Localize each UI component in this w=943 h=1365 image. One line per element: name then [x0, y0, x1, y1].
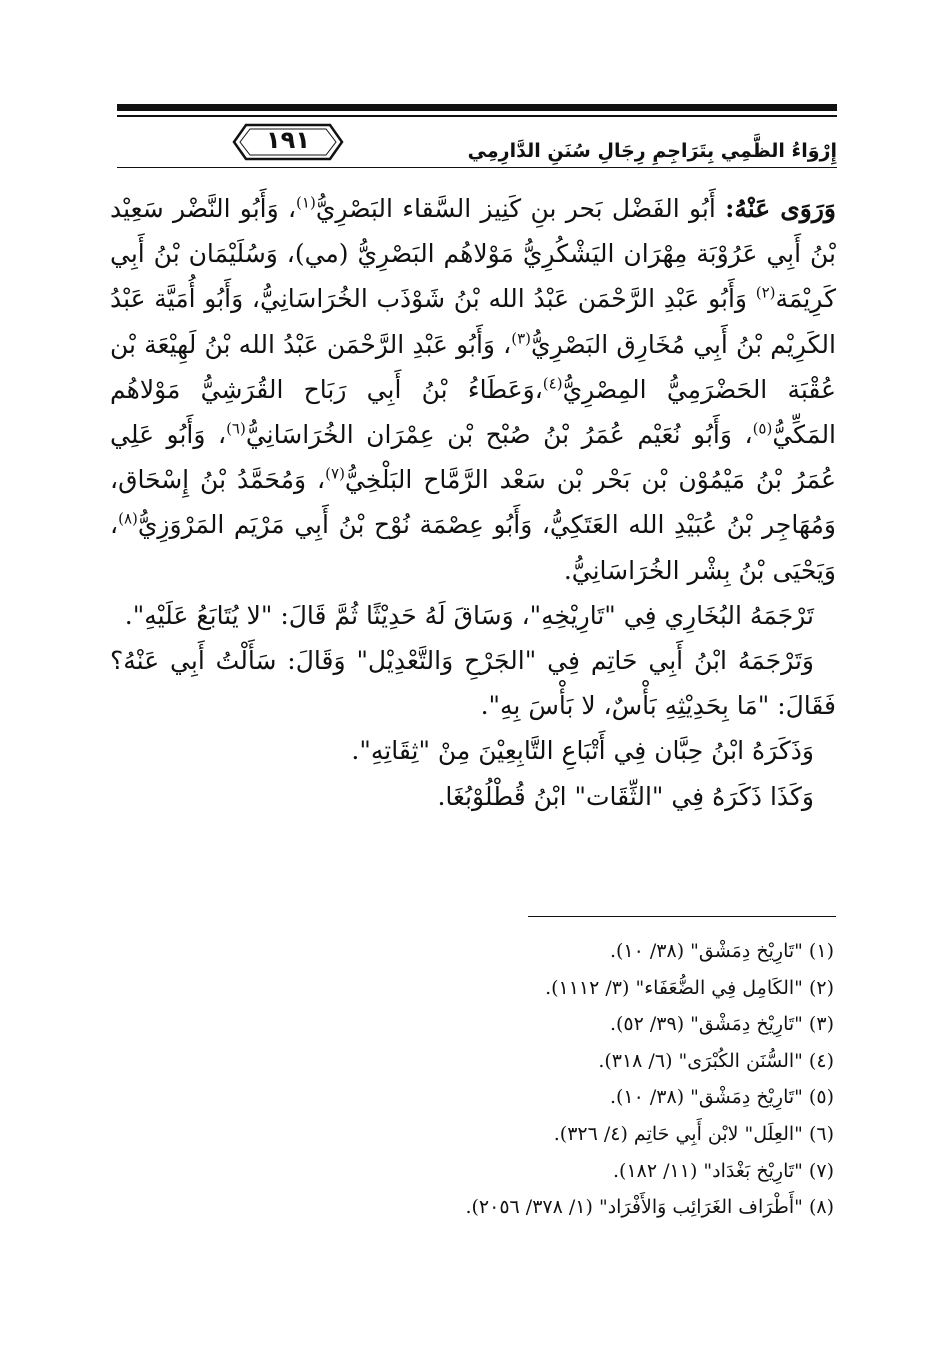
footnote-ref[interactable]: (١) [296, 193, 316, 212]
text-run: ، وَأَبُو عَلِي عُمَرُ بْنُ مَيْمُوْن بْن بَحْر بْن سَعْد الرَّمَّاح البَلْخِيُّ [110, 420, 836, 495]
footnote-ref[interactable]: (٤) [542, 374, 563, 393]
ibn-abi-hatim-paragraph: وَتَرْجَمَهُ ابْنُ أَبِي حَاتِم فِي "الجَرْحِ وَالتَّعْدِيْل" وَقَالَ: سَأَلْتُ أَبِي عَنْهُ؟ فَقَالَ: "مَا بِحَدِيْثِهِ بَأْسٌ، لا بَأْسَ بِهِ". [110, 646, 836, 721]
footnote-ref[interactable]: (٥) [752, 419, 773, 438]
footnote-item: (٨) "أَطْرَاف الغَرَائِب وَالأَفْرَاد" (١/ ٣٧٨/ ٢٠٥٦). [465, 1196, 834, 1219]
footnote-item: (٦) "العِلَل" لابْن أَبِي حَاتِم (٤/ ٣٢٦). [553, 1122, 834, 1145]
paragraph-lead: وَرَوَى عَنْهُ: [725, 194, 837, 223]
main-text [110, 186, 836, 819]
ibn-qutlubugha-paragraph: وَكَذَا ذَكَرَهُ فِي "الثِّقَات" ابْنُ قُطْلُوْبُغَا. [437, 781, 814, 811]
bukhari-paragraph: تَرْجَمَهُ البُخَارِي فِي "تَارِيْخِهِ"، وَسَاقَ لَهُ حَدِيْثًا ثُمَّ قَالَ: "لا يُتَابَعُ عَلَيْهِ". [124, 600, 814, 630]
header-rule-thin [117, 115, 837, 117]
footnote-item: (٣) "تَارِيْخ دِمَشْق" (٣٩/ ٥٢). [609, 1013, 834, 1036]
footnote-ref[interactable]: (٦) [226, 419, 246, 438]
narrators-paragraph [110, 186, 836, 593]
text-run: وَأَبُو عَبْدِ الرَّحْمَن عَبْدُ الله بْنُ شَوْذَب الخُرَاسَانِيُّ، وَأَبُو أُمَيَّة عَبْدُ الكَرِيْم بْنُ أَبِي مُخَارِق البَصْرِيُّ [110, 284, 836, 359]
header-rule-thick [117, 104, 837, 111]
footnote-ref[interactable]: (٣) [511, 329, 532, 348]
text-run: ، وَمُحَمَّدُ بْنُ إِسْحَاق، وَمُهَاجِر بْنُ عُبَيْدِ الله العَتَكِيُّ، وَأَبُو عِصْمَة نُوْح بْنُ أَبِي مَرْيَم المَرْوَزِيُّ [110, 465, 836, 540]
footnote-ref[interactable]: (٧) [325, 464, 345, 483]
text-run: أَبُو الفَضْل بَحر بنِ كَنِيز السَّقاء البَصْرِيُّ [315, 194, 726, 223]
text-run: ،وَعَطَاءُ بْنُ أَبِي رَبَاح القُرَشِيُّ مَوْلاهُم المَكِّيُّ [110, 374, 837, 450]
footnote-item: (١) "تَارِيْخ دِمَشْق" (٣٨/ ١٠). [609, 940, 834, 962]
page-number-frame [232, 122, 344, 162]
footnotes [110, 933, 834, 1226]
text-run: ، وَأَبُو عَبْدِ الرَّحْمَن عَبْدُ الله بْنُ لَهِيْعَة بْن عُقْبَة الحَضْرَمِيُّ المِصْرِيُّ [110, 329, 836, 404]
page-number: ١٩١ [266, 126, 310, 154]
text-run: ، وَأَبُو نُعَيْم عُمَرُ بْنُ صُبْح بْن عِمْرَان الخُرَاسَانِيُّ [245, 420, 753, 450]
footnote-item: (٥) "تَارِيْخ دِمَشْق" (٣٨/ ١٠). [609, 1086, 834, 1109]
running-header-title: إِرْوَاءُ الظَّمِي بِتَرَاجِمِ رِجَالِ سُنَنِ الدَّارِمِي [467, 140, 837, 162]
footnote-item: (٧) "تَارِيْخ بَغْدَاد" (١١/ ١٨٢). [613, 1159, 834, 1182]
header-rule-bottom [117, 167, 837, 168]
footnote-separator [528, 916, 836, 917]
footnote-ref[interactable]: (٨) [118, 510, 138, 529]
footnote-item: (٢) "الكَامِل فِي الضُّعَفَاء" (٣/ ١١١٢). [545, 976, 834, 999]
ibn-hibban-paragraph: وَذَكَرَهُ ابْنُ حِبَّان فِي أَتْبَاعِ التَّابِعِيْنَ مِنْ "ثِقَاتِهِ". [351, 736, 814, 766]
footnote-item: (٤) "السُّنَن الكُبْرَى" (٦/ ٣١٨). [598, 1049, 834, 1072]
footnote-ref[interactable]: (٢) [755, 284, 776, 303]
text-run: ، وَيَحْيَى بْنُ بِشْر الخُرَاسَانِيُّ. [110, 510, 836, 585]
text-run: ، وَأَبُو النَّضْر سَعِيْد بْنُ أَبِي عَرُوْبَة مِهْرَان اليَشْكُرِيُّ مَوْلاهُم البَصْرِيُّ (مي)، وَسُلَيْمَان بْنُ أَبِي كَرِيْمَة [110, 194, 836, 314]
